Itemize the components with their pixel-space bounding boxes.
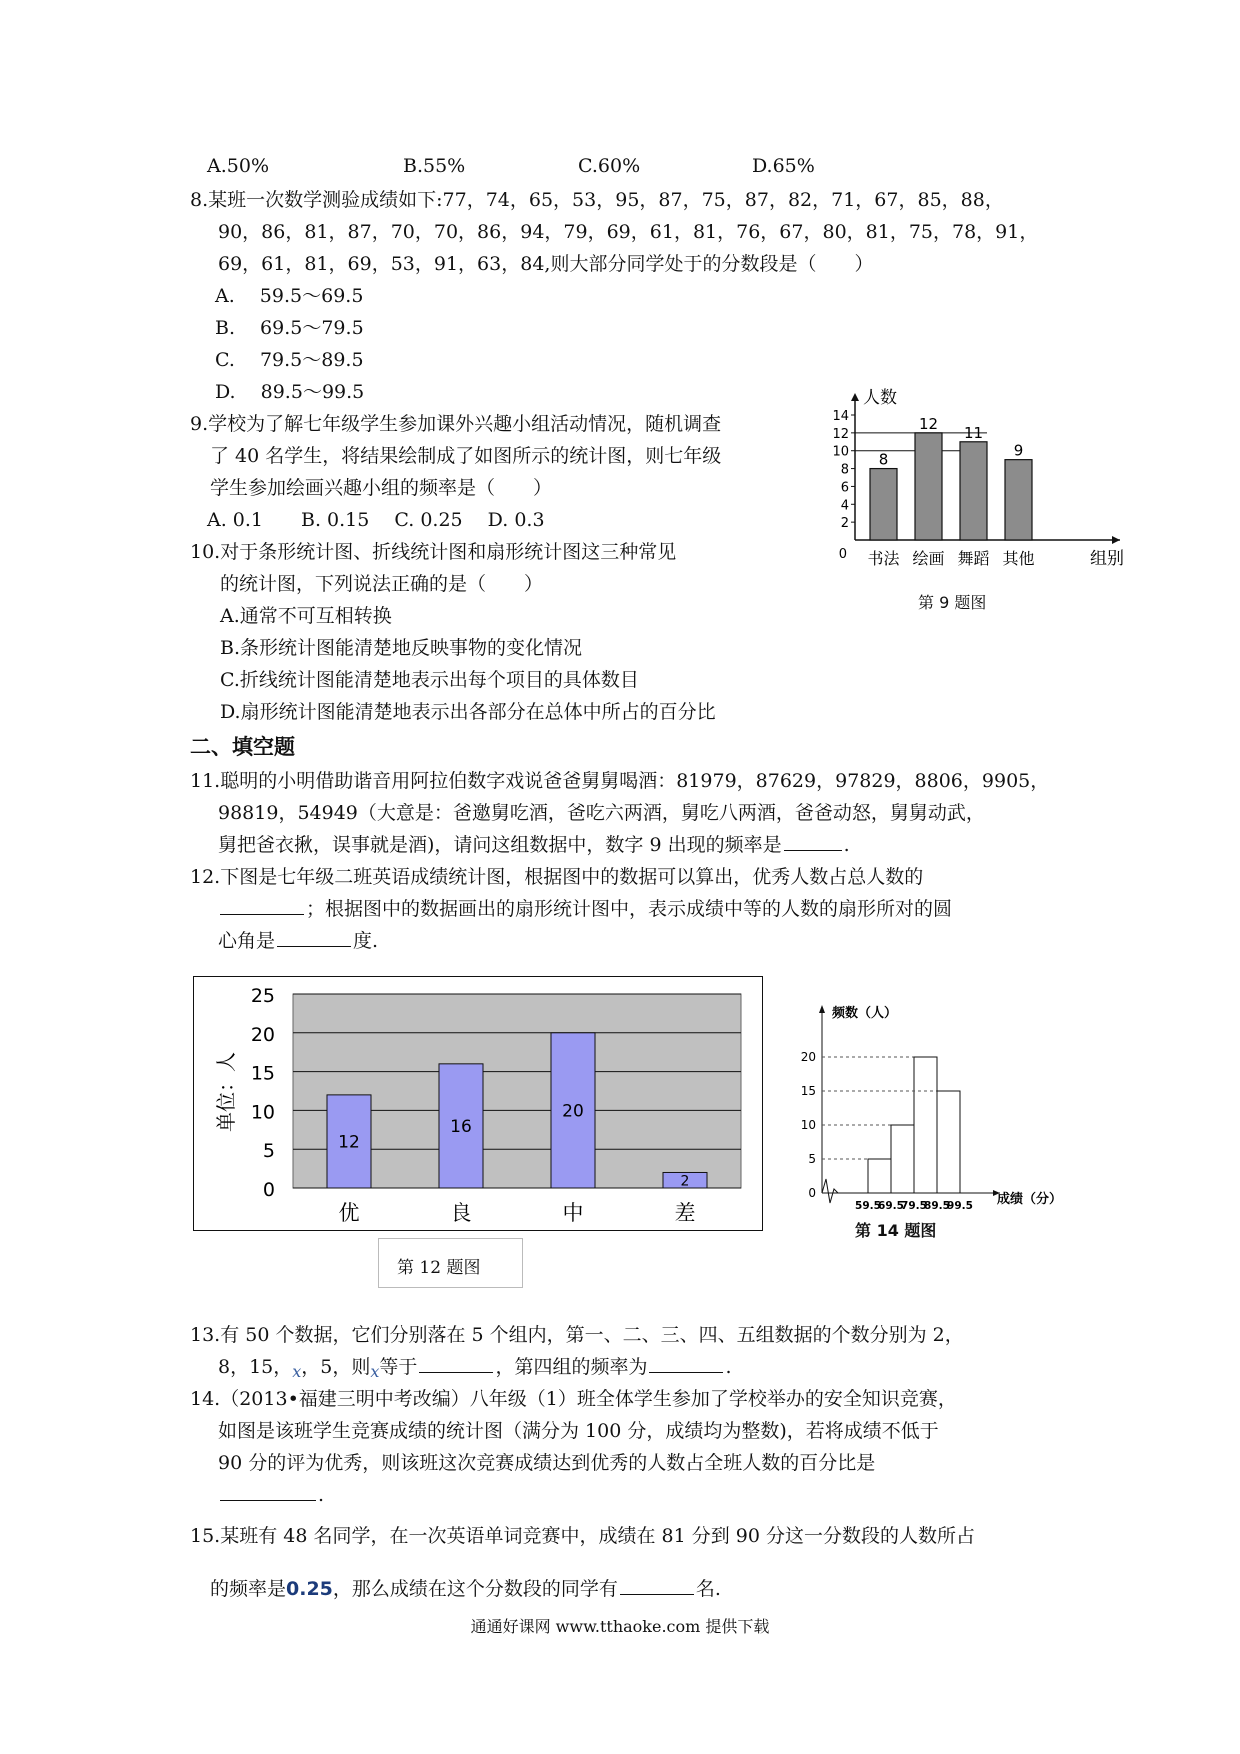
chart-q14-bar [914, 1057, 937, 1193]
chart-q9-ytick-label: 10 [832, 444, 849, 460]
chart-q9-caption: 第 9 题图 [918, 593, 987, 612]
q10-option-c: C.折线统计图能清楚地表示出每个项目的具体数目 [220, 669, 639, 691]
q12-text-line-3 [218, 928, 378, 954]
q12-line-3-after: 度. [353, 930, 379, 952]
q9-options: A. 0.1 B. 0.15 C. 0.25 D. 0.3 [207, 509, 545, 531]
chart-q12-ytick-label: 25 [250, 985, 275, 1007]
q8-option-c: C. 79.5～89.5 [215, 349, 364, 371]
chart-q14-ytick-label: 10 [800, 1118, 816, 1132]
q15-text-line-2 [210, 1576, 721, 1602]
chart-q9-ytick-label: 4 [840, 498, 849, 514]
q7-option-a: A.50% [207, 155, 269, 177]
q13-line-2-b: ，5，则 [301, 1356, 371, 1378]
q7-option-d: D.65% [752, 155, 815, 177]
q9-text-line-3: 学生参加绘画兴趣小组的频率是（ ） [210, 477, 553, 499]
chart-q12-category-label: 差 [674, 1201, 696, 1225]
q9-text-line-1: 9.学校为了解七年级学生参加课外兴趣小组活动情况，随机调查 [190, 413, 722, 435]
chart-q12-caption-box [378, 1238, 523, 1288]
q8-text-line-2: 90，86，81，87，70，70，86，94，79，69，61，81，76，67，80，81，75，78，91， [218, 221, 1039, 243]
chart-q9-category-label: 舞蹈 [957, 549, 990, 568]
chart-q12-data-label: 12 [338, 1132, 360, 1153]
chart-q14-axis-break [822, 1179, 838, 1203]
q12-answer-blank-2[interactable] [277, 928, 351, 947]
q7-option-c: C.60% [578, 155, 641, 177]
q12-text-line-2 [218, 896, 952, 922]
q13-line-2-c: 等于 [379, 1356, 418, 1378]
chart-q9-ytick-label: 12 [832, 426, 849, 442]
chart-q9-bar [1005, 460, 1032, 540]
q14-text-line-2: 如图是该班学生竞赛成绩的统计图（满分为 100 分，成绩均为整数)，若将成绩不低于 [218, 1420, 939, 1442]
q13-line-2-e: . [725, 1356, 732, 1378]
chart-q9-ylabel: 人数 [863, 388, 897, 408]
chart-q14-xtick-label: 69.5 [878, 1200, 904, 1212]
q10-option-d: D.扇形统计图能清楚地表示出各部分在总体中所占的百分比 [220, 701, 716, 723]
q14-text-line-3: 90 分的评为优秀，则该班这次竞赛成绩达到优秀的人数占全班人数的百分比是 [218, 1452, 876, 1474]
q15-line-2-a: 的频率是 [210, 1578, 287, 1600]
chart-q12-caption: 第 12 题图 [397, 1258, 481, 1278]
chart-q14-bar [937, 1091, 960, 1193]
chart-q14-bar [868, 1159, 891, 1193]
chart-q12-category-label: 中 [562, 1201, 584, 1225]
chart-q14-ytick-label: 15 [800, 1084, 816, 1098]
chart-q9-category-label: 书法 [867, 549, 900, 568]
chart-q9-x-arrow [1112, 536, 1120, 544]
chart-q12-data-label: 20 [562, 1101, 584, 1122]
chart-q9 [815, 385, 1130, 570]
q15-line-2-b: ，那么成绩在这个分数段的同学有 [332, 1578, 618, 1600]
page-footer: 通通好课网 www.tthaoke.com 提供下载 [470, 1617, 770, 1636]
chart-q12 [193, 976, 763, 1231]
chart-q12-category-label: 良 [450, 1201, 472, 1225]
q12-line-3-before: 心角是 [218, 930, 276, 952]
q13-variable-x-2: x [370, 1362, 380, 1381]
chart-q12-ytick-label: 5 [262, 1140, 275, 1163]
q13-text-line-2 [218, 1354, 732, 1385]
chart-q14-ytick-label: 5 [808, 1152, 816, 1166]
q14-period: . [318, 1484, 325, 1506]
q15-text-line-1: 15.某班有 48 名同学，在一次英语单词竞赛中，成绩在 81 分到 90 分这一分数段的人数所占 [190, 1525, 975, 1547]
q10-option-a: A.通常不可互相转换 [220, 605, 392, 627]
q13-variable-x-1: x [292, 1362, 302, 1381]
chart-q9-ytick-label: 2 [840, 516, 849, 532]
q11-text-line-3 [218, 832, 850, 858]
chart-q14-caption: 第 14 题图 [855, 1221, 937, 1240]
chart-q14-xlabel: 成绩（分） [997, 1192, 1063, 1207]
chart-q9-data-label: 8 [878, 450, 889, 469]
q8-option-a: A. 59.5～69.5 [215, 285, 364, 307]
q8-option-d: D. 89.5～99.5 [215, 381, 365, 403]
chart-q14 [785, 985, 1090, 1215]
chart-q14-ytick-label: 20 [800, 1050, 816, 1064]
q8-text-line-3: 69，61，81，69，53，91，63，84,则大部分同学处于的分数段是（ ） [218, 253, 874, 275]
chart-q14-xtick-label: 79.5 [901, 1200, 927, 1212]
q10-text-line-1: 10.对于条形统计图、折线统计图和扇形统计图这三种常见 [190, 541, 677, 563]
q7-option-b: B.55% [403, 155, 466, 177]
chart-q9-ytick-label: 6 [840, 480, 849, 496]
chart-q9-bar [915, 433, 942, 540]
chart-q9-data-label: 11 [963, 423, 984, 442]
q10-text-line-2: 的统计图，下列说法正确的是（ ） [220, 573, 544, 595]
chart-q14-xtick-label: 89.5 [924, 1200, 950, 1212]
chart-q9-bar [960, 442, 987, 540]
q11-answer-blank[interactable] [784, 832, 842, 851]
q9-text-line-2: 了 40 名学生，将结果绘制成了如图所示的统计图，则七年级 [210, 445, 722, 467]
q8-option-b: B. 69.5～79.5 [215, 317, 364, 339]
chart-q12-ylabel: 单位：人 [214, 1052, 238, 1132]
q10-option-b: B.条形统计图能清楚地反映事物的变化情况 [220, 637, 583, 659]
chart-q14-ytick-label: 0 [808, 1186, 816, 1200]
q11-text-line-2: 98819，54949（大意是：爸邀舅吃酒，爸吃六两酒，舅吃八两酒，爸爸动怒，舅舅动武， [218, 802, 985, 824]
chart-q9-data-label: 12 [918, 414, 939, 433]
q14-answer-blank[interactable] [220, 1482, 316, 1501]
chart-q9-ytick-label: 0 [838, 547, 847, 562]
section-2-title: 二、填空题 [190, 735, 295, 759]
chart-q9-bar [870, 469, 897, 540]
chart-q12-category-label: 优 [338, 1201, 360, 1225]
chart-q9-data-label: 9 [1013, 441, 1024, 460]
q15-frequency-value: 0.25 [286, 1578, 333, 1600]
q13-line-2-d: ，第四组的频率为 [495, 1356, 648, 1378]
chart-q9-ytick-label: 14 [832, 409, 849, 424]
q11-period: . [843, 834, 850, 856]
chart-q9-ytick-label: 8 [840, 462, 849, 478]
chart-q12-data-label: 16 [450, 1116, 472, 1137]
q14-text-line-1: 14.（2013•福建三明中考改编）八年级（1）班全体学生参加了学校举办的安全知识竞赛， [190, 1388, 957, 1410]
q12-line-2-text: ；根据图中的数据画出的扇形统计图中，表示成绩中等的人数的扇形所对的圆 [306, 898, 953, 920]
q13-answer-blank-1[interactable] [419, 1354, 493, 1373]
chart-q12-data-label: 2 [680, 1173, 690, 1190]
q12-text-line-1: 12.下图是七年级二班英语成绩统计图，根据图中的数据可以算出，优秀人数占总人数的 [190, 866, 924, 888]
chart-q14-ylabel: 频数（人） [832, 1006, 898, 1021]
q14-text-line-4 [218, 1482, 324, 1508]
chart-q14-xtick-label: 59.5 [855, 1200, 881, 1212]
chart-q12-ytick-label: 10 [250, 1101, 275, 1124]
chart-q9-category-label: 绘画 [912, 549, 945, 568]
chart-q12-ytick-label: 20 [250, 1023, 275, 1046]
chart-q14-bar [891, 1125, 914, 1193]
chart-q12-ytick-label: 0 [262, 1179, 275, 1201]
q15-line-2-c: 名. [695, 1578, 721, 1600]
q12-answer-blank-1[interactable] [220, 896, 304, 915]
chart-q12-ytick-label: 15 [250, 1062, 275, 1085]
chart-q14-y-arrow [819, 1005, 825, 1013]
q13-answer-blank-2[interactable] [649, 1354, 723, 1373]
chart-q14-xtick-label: 99.5 [947, 1200, 973, 1212]
q13-text-line-1: 13.有 50 个数据，它们分别落在 5 个组内，第一、二、三、四、五组数据的个数分别为 2， [190, 1324, 964, 1346]
chart-q9-category-label: 其他 [1002, 549, 1035, 568]
q8-text-line-1: 8.某班一次数学测验成绩如下:77，74，65，53，95，87，75，87，82，71，67，85，88， [190, 189, 1004, 211]
q15-answer-blank[interactable] [620, 1576, 694, 1595]
q11-text-line-3-body: 舅把爸衣揪，误事就是酒)，请问这组数据中，数字 9 出现的频率是 [218, 834, 782, 856]
q11-text-line-1: 11.聪明的小明借助谐音用阿拉伯数字戏说爸爸舅舅喝酒：81979，87629，97829，8806，9905， [190, 770, 1050, 792]
chart-q9-xlabel: 组别 [1090, 549, 1124, 569]
chart-q9-y-arrow [851, 393, 859, 401]
q13-line-2-a: 8，15， [218, 1356, 293, 1378]
